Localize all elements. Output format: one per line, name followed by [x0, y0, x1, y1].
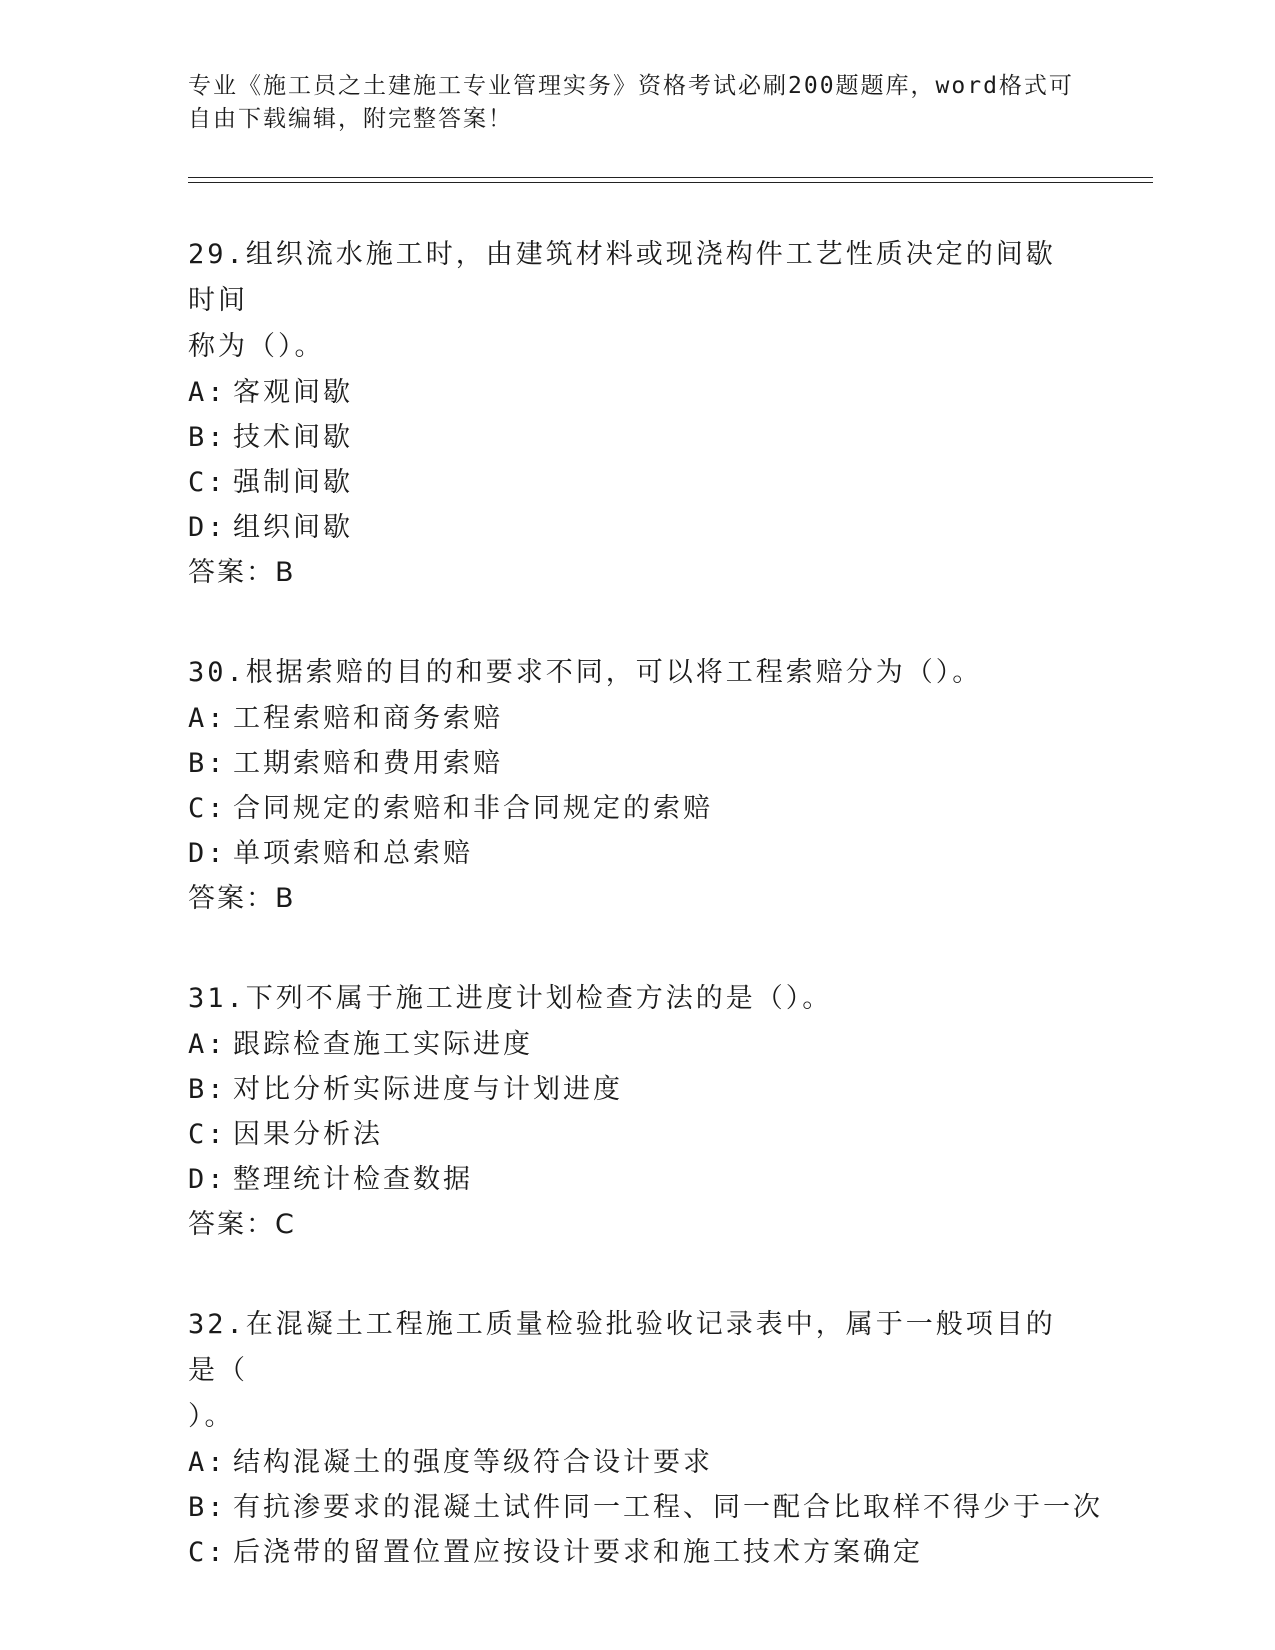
option-text: 有抗渗要求的混凝土试件同一工程、同一配合比取样不得少于一次	[233, 1492, 1103, 1523]
option-letter: D:	[188, 512, 227, 543]
option-text: 整理统计检查数据	[233, 1164, 473, 1195]
option-letter: B:	[188, 1492, 227, 1523]
option-letter: D:	[188, 1164, 227, 1195]
option-letter: C:	[188, 793, 227, 824]
option-letter: A:	[188, 703, 227, 734]
question-31	[188, 976, 1068, 1248]
option-text: 技术间歇	[233, 422, 353, 453]
question-stem-line: 30.根据索赔的目的和要求不同，可以将工程索赔分为（）。	[188, 657, 983, 688]
option-c	[188, 460, 1068, 505]
option-text: 对比分析实际进度与计划进度	[233, 1074, 623, 1105]
option-c	[188, 786, 1068, 831]
option-text: 强制间歇	[233, 467, 353, 498]
option-letter: C:	[188, 467, 227, 498]
question-stem	[188, 650, 1068, 696]
question-32	[188, 1302, 1103, 1575]
question-stem-line: 31.下列不属于施工进度计划检查方法的是（）。	[188, 983, 833, 1014]
header-divider-top	[188, 177, 1153, 178]
option-b	[188, 741, 1068, 786]
option-letter: A:	[188, 1447, 227, 1478]
option-b	[188, 1485, 1103, 1530]
question-stem	[188, 232, 1068, 370]
answer-line: 答案：B	[188, 557, 296, 588]
option-text: 单项索赔和总索赔	[233, 838, 473, 869]
question-stem-line: ）。	[188, 1401, 235, 1432]
option-c	[188, 1530, 1068, 1575]
question-stem-line: 29.组织流水施工时，由建筑材料或现浇构件工艺性质决定的间歇时间	[188, 239, 1056, 316]
option-text: 因果分析法	[233, 1119, 383, 1150]
option-letter: D:	[188, 838, 227, 869]
option-a	[188, 1440, 1068, 1485]
option-d	[188, 505, 1068, 550]
option-text: 合同规定的索赔和非合同规定的索赔	[233, 793, 713, 824]
answer-line: 答案：C	[188, 1209, 296, 1240]
option-letter: A:	[188, 1029, 227, 1060]
option-b	[188, 415, 1068, 460]
option-text: 组织间歇	[233, 512, 353, 543]
option-letter: C:	[188, 1119, 227, 1150]
option-text: 工期索赔和费用索赔	[233, 748, 503, 779]
question-30	[188, 650, 1068, 922]
header-title-line-2: 自由下载编辑，附完整答案！	[188, 106, 513, 132]
option-letter: B:	[188, 748, 227, 779]
option-text: 结构混凝土的强度等级符合设计要求	[233, 1447, 713, 1478]
option-letter: C:	[188, 1537, 227, 1568]
question-stem	[188, 1302, 1068, 1440]
answer-line: 答案：B	[188, 883, 296, 914]
option-letter: B:	[188, 1074, 227, 1105]
option-b	[188, 1067, 1068, 1112]
question-stem	[188, 976, 1068, 1022]
option-d	[188, 1157, 1068, 1202]
option-a	[188, 370, 1068, 415]
option-d	[188, 831, 1068, 876]
question-list	[188, 232, 1103, 1629]
header-title-line-1: 专业《施工员之土建施工专业管理实务》资格考试必刷200题题库，word格式可	[188, 73, 1074, 99]
option-a	[188, 696, 1068, 741]
question-stem-line: 32.在混凝土工程施工质量检验批验收记录表中，属于一般项目的是（	[188, 1309, 1056, 1386]
option-text: 跟踪检查施工实际进度	[233, 1029, 533, 1060]
option-c	[188, 1112, 1068, 1157]
option-letter: A:	[188, 377, 227, 408]
question-stem-line: 称为（）。	[188, 331, 325, 362]
option-letter: B:	[188, 422, 227, 453]
option-text: 客观间歇	[233, 377, 353, 408]
option-text: 后浇带的留置位置应按设计要求和施工技术方案确定	[233, 1537, 923, 1568]
option-a	[188, 1022, 1068, 1067]
header-divider-bottom	[188, 182, 1153, 183]
question-29	[188, 232, 1068, 596]
option-text: 工程索赔和商务索赔	[233, 703, 503, 734]
document-header	[188, 70, 1088, 136]
